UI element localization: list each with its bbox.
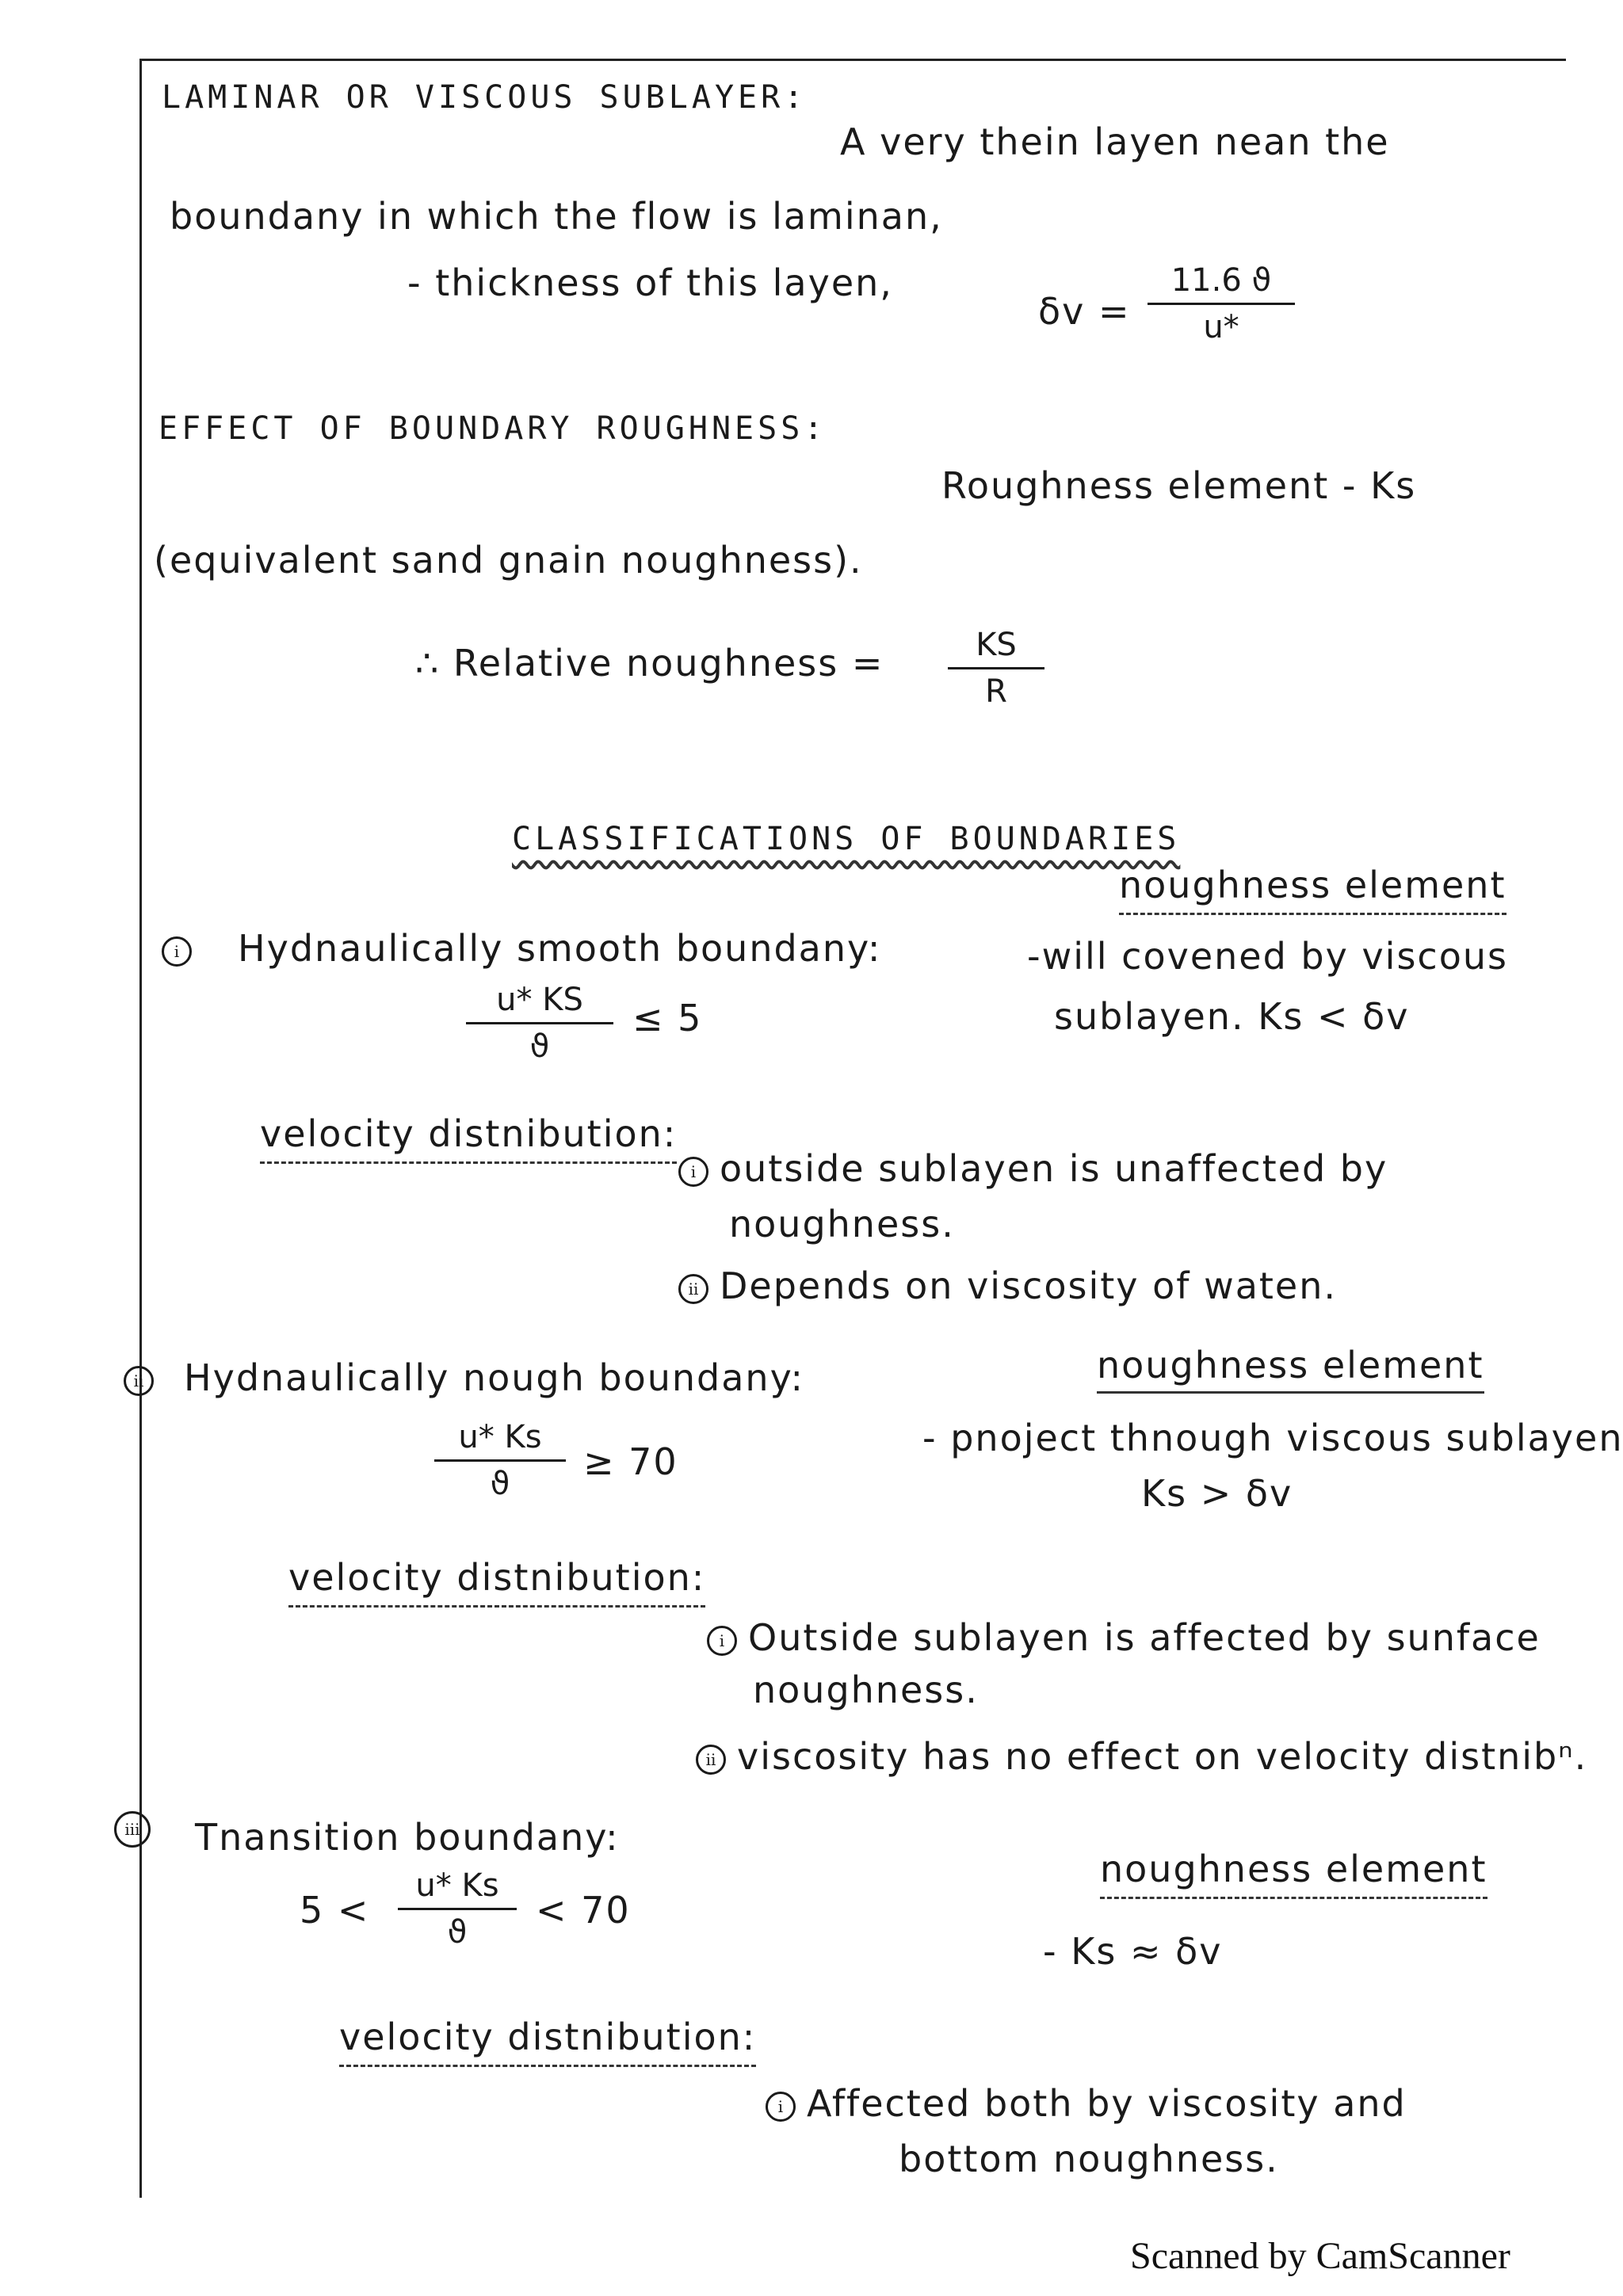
smooth-velocity-pt1-line2: noughness. bbox=[729, 1203, 955, 1245]
smooth-velocity-point1 bbox=[678, 1147, 1388, 1190]
smooth-condition-den: ϑ bbox=[529, 1028, 550, 1065]
fraction-bar bbox=[1148, 303, 1295, 305]
smooth-velocity-point2 bbox=[678, 1264, 1337, 1307]
laminar-formula-den: u* bbox=[1203, 309, 1239, 345]
rough-roughness-title: noughness element bbox=[1097, 1344, 1484, 1394]
transition-boundary-marker-row bbox=[114, 1805, 162, 1848]
fraction-bar bbox=[948, 667, 1044, 669]
transition-velocity-pt1-line1: Affected both by viscosity and bbox=[807, 2082, 1407, 2125]
page-border-top bbox=[139, 59, 1566, 61]
smooth-roughness-title: noughness element bbox=[1119, 864, 1507, 915]
transition-condition-fraction bbox=[398, 1867, 517, 1951]
smooth-condition-rhs: ≤ 5 bbox=[632, 997, 703, 1039]
transition-velocity-pt1-line2: bottom noughness. bbox=[899, 2138, 1279, 2180]
rough-roughness-line2: Ks > δv bbox=[1141, 1472, 1293, 1515]
smooth-boundary-title: Hydnaulically smooth boundany: bbox=[238, 927, 882, 970]
fraction-bar bbox=[434, 1459, 566, 1462]
rough-condition-num: u* Ks bbox=[458, 1419, 542, 1455]
fraction-bar bbox=[398, 1908, 517, 1910]
roughness-heading: EFFECT OF BOUNDARY ROUGHNESS: bbox=[158, 410, 827, 447]
rough-boundary-title-row bbox=[124, 1356, 804, 1399]
relative-roughness-fraction bbox=[948, 626, 1044, 711]
laminar-heading: LAMINAR OR VISCOUS SUBLAYER: bbox=[162, 79, 808, 116]
rough-velocity-point1 bbox=[707, 1616, 1541, 1659]
smooth-roughness-line2: sublayen. Ks < δv bbox=[1054, 995, 1410, 1038]
rough-velocity-pt2-text: viscosity has no effect on velocity distnibⁿ. bbox=[737, 1735, 1588, 1778]
smooth-roughness-line1: -will covened by viscous bbox=[1027, 935, 1508, 978]
fraction-bar bbox=[466, 1022, 613, 1024]
smooth-velocity-pt1-marker: i bbox=[678, 1157, 708, 1187]
smooth-condition-fraction bbox=[466, 981, 613, 1066]
laminar-def-line1: A very thein layen nean the bbox=[840, 120, 1390, 163]
rough-velocity-point2 bbox=[696, 1735, 1587, 1778]
smooth-condition-num: u* KS bbox=[496, 982, 583, 1018]
laminar-thickness-label: - thickness of this layen, bbox=[407, 261, 893, 304]
relative-roughness-label: ∴ Relative noughness = bbox=[415, 642, 884, 685]
transition-condition-num: u* Ks bbox=[415, 1867, 499, 1904]
page-border-left bbox=[139, 59, 142, 2198]
laminar-def-line2: boundany in which the flow is laminan, bbox=[170, 195, 943, 238]
smooth-velocity-pt2-text: Depends on viscosity of waten. bbox=[720, 1264, 1337, 1307]
relative-roughness-den: R bbox=[985, 673, 1007, 710]
rough-velocity-pt2-marker: ii bbox=[696, 1745, 726, 1775]
smooth-velocity-title: velocity distnibution: bbox=[260, 1112, 677, 1164]
rough-boundary-title: Hydnaulically nough boundany: bbox=[184, 1356, 804, 1399]
transition-velocity-pt1-marker: i bbox=[766, 2092, 796, 2122]
transition-roughness-line1: - Ks ≈ δv bbox=[1043, 1930, 1223, 1973]
transition-velocity-point1 bbox=[766, 2082, 1407, 2125]
rough-condition-fraction bbox=[434, 1418, 566, 1503]
scanner-watermark: Scanned by CamScanner bbox=[1130, 2235, 1510, 2277]
rough-condition-den: ϑ bbox=[490, 1466, 510, 1502]
rough-velocity-pt1-marker: i bbox=[707, 1626, 737, 1656]
relative-roughness-num: KS bbox=[976, 627, 1017, 663]
smooth-velocity-pt2-marker: ii bbox=[678, 1274, 708, 1304]
smooth-boundary-marker: i bbox=[162, 936, 192, 967]
roughness-equivalent: (equivalent sand gnain noughness). bbox=[154, 539, 863, 582]
transition-boundary-title: Tnansition boundany: bbox=[195, 1816, 620, 1859]
rough-roughness-line1: - pnoject thnough viscous sublayen bbox=[922, 1417, 1623, 1459]
classifications-heading: CLASSIFICATIONS OF BOUNDARIES bbox=[512, 821, 1181, 857]
transition-condition-lhs: 5 < bbox=[300, 1889, 370, 1932]
smooth-boundary-title-row bbox=[162, 927, 881, 970]
smooth-velocity-pt1-line1: outside sublayen is unaffected by bbox=[720, 1147, 1388, 1190]
rough-condition-rhs: ≥ 70 bbox=[583, 1440, 678, 1483]
roughness-element-line: Roughness element - Ks bbox=[941, 464, 1417, 507]
laminar-formula-num: 11.6 ϑ bbox=[1170, 262, 1272, 299]
laminar-formula-lhs: δv = bbox=[1038, 290, 1131, 333]
transition-boundary-marker: iii bbox=[114, 1811, 151, 1848]
transition-velocity-title: velocity distnibution: bbox=[339, 2016, 756, 2067]
laminar-formula-fraction bbox=[1148, 261, 1295, 346]
rough-velocity-title: velocity distnibution: bbox=[288, 1556, 705, 1608]
transition-condition-den: ϑ bbox=[447, 1914, 468, 1951]
transition-condition-rhs: < 70 bbox=[536, 1889, 631, 1932]
transition-roughness-title: noughness element bbox=[1100, 1848, 1487, 1899]
rough-boundary-marker: ii bbox=[124, 1366, 154, 1396]
rough-velocity-pt1-line1: Outside sublayen is affected by sunface bbox=[748, 1616, 1541, 1659]
rough-velocity-pt1-line2: noughness. bbox=[753, 1669, 979, 1711]
